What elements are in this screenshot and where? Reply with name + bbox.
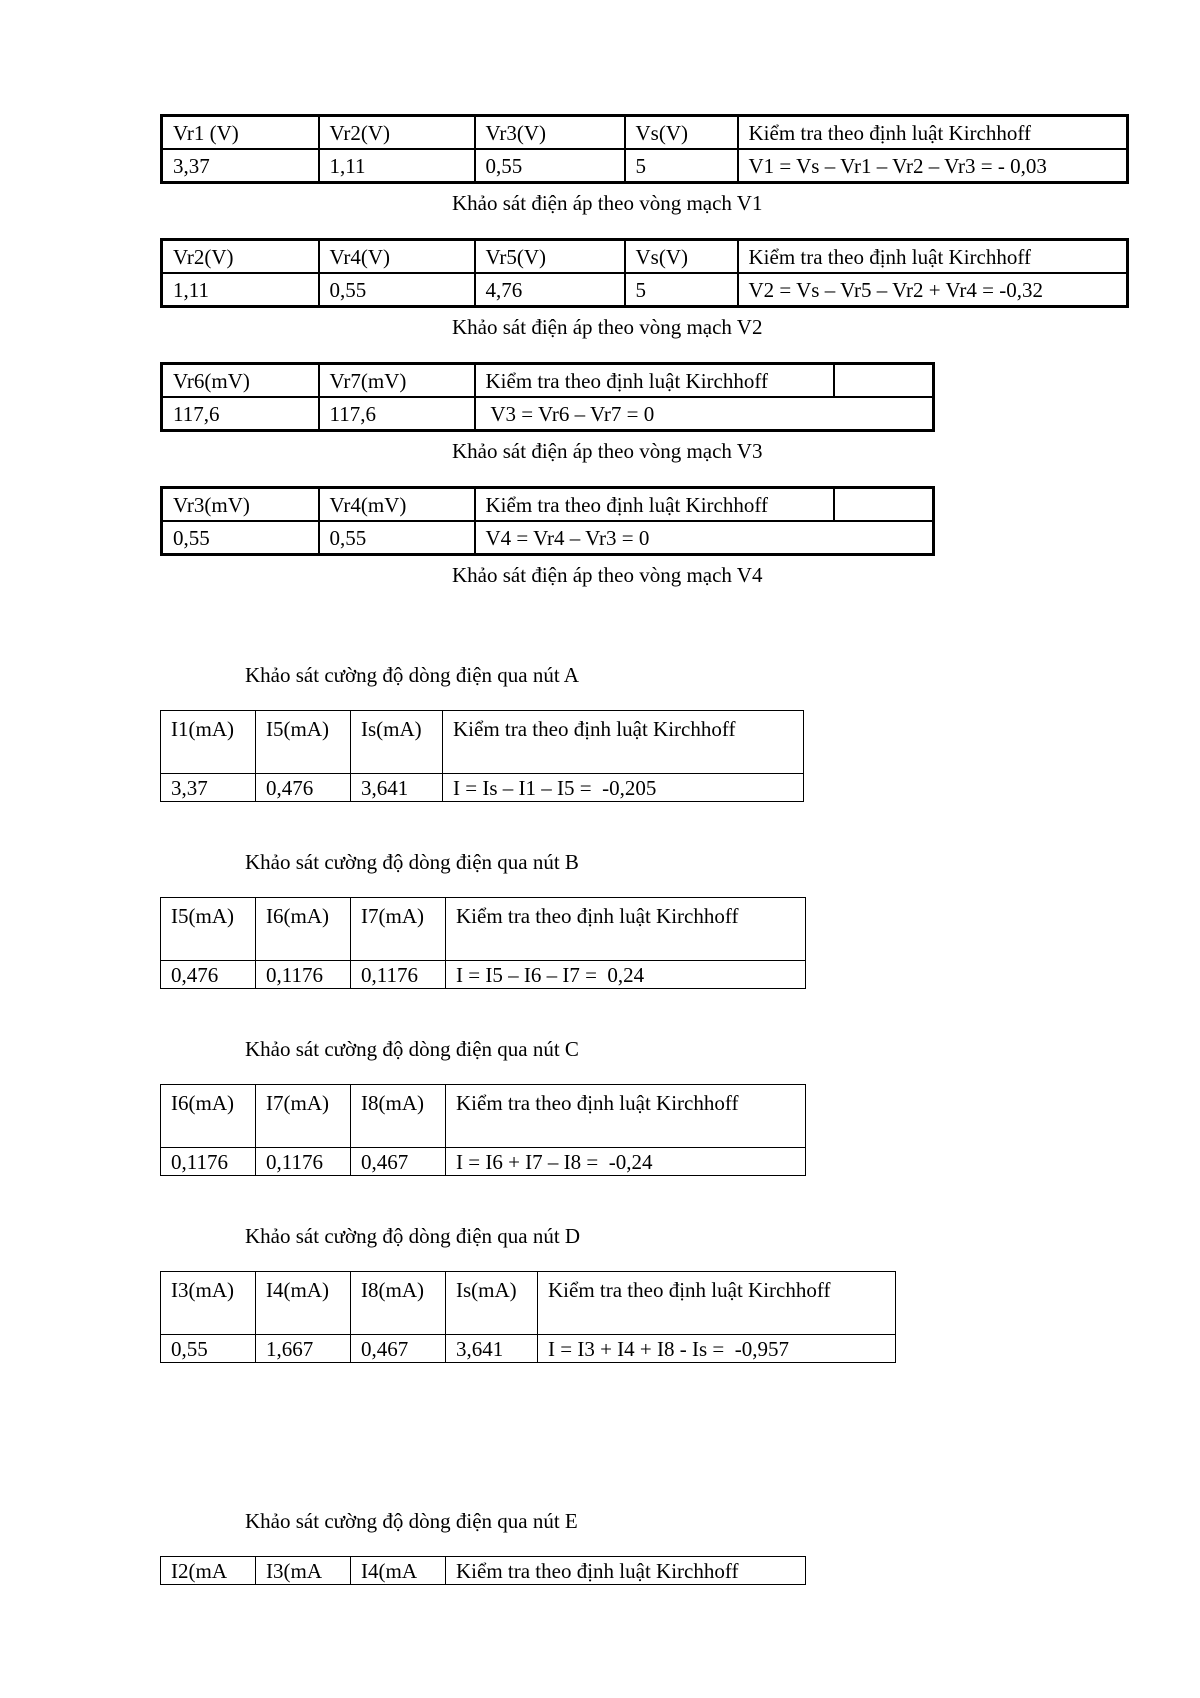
table-caption-v2: Khảo sát điện áp theo vòng mạch V2: [452, 315, 763, 339]
current-table-node-c: [160, 1084, 806, 1176]
value-cell: 0,55: [161, 1335, 256, 1363]
header-cell: I3(mA: [256, 1557, 351, 1585]
value-cell: I = I5 – I6 – I7 = 0,24: [446, 961, 806, 989]
value-cell: 3,641: [351, 774, 443, 802]
value-cell: 3,37: [161, 774, 256, 802]
voltage-table-v2: [160, 238, 1129, 308]
header-cell: I4(mA: [351, 1557, 446, 1585]
header-cell: Is(mA): [446, 1272, 538, 1335]
section-title-node-a: Khảo sát cường độ dòng điện qua nút A: [245, 663, 579, 687]
table-caption-v4: Khảo sát điện áp theo vòng mạch V4: [452, 563, 763, 587]
value-cell: V1 = Vs – Vr1 – Vr2 – Vr3 = - 0,03: [738, 149, 1128, 183]
header-cell: Kiểm tra theo định luật Kirchhoff: [443, 711, 804, 774]
header-cell: Vr4(V): [319, 240, 475, 274]
value-cell: 5: [625, 149, 738, 183]
value-cell: 0,55: [319, 521, 475, 555]
value-cell: 1,667: [256, 1335, 351, 1363]
value-cell: I = Is – I1 – I5 = -0,205: [443, 774, 804, 802]
value-cell: V3 = Vr6 – Vr7 = 0: [475, 397, 934, 431]
table-caption-v1: Khảo sát điện áp theo vòng mạch V1: [452, 191, 763, 215]
table-row: [162, 521, 934, 555]
header-cell: I7(mA): [256, 1085, 351, 1148]
voltage-table-v4: [160, 486, 935, 556]
header-cell: Vr3(V): [475, 116, 625, 150]
value-cell: I = I6 + I7 – I8 = -0,24: [446, 1148, 806, 1176]
section-title-node-b: Khảo sát cường độ dòng điện qua nút B: [245, 850, 579, 874]
value-cell: 3,641: [446, 1335, 538, 1363]
value-cell: 0,55: [475, 149, 625, 183]
table-row: [161, 1335, 896, 1363]
header-cell: Vs(V): [625, 240, 738, 274]
value-cell: I = I3 + I4 + I8 - Is = -0,957: [538, 1335, 896, 1363]
value-cell: 0,1176: [161, 1148, 256, 1176]
header-cell: Vr7(mV): [319, 364, 475, 398]
table-row: [162, 149, 1128, 183]
value-cell: 1,11: [319, 149, 475, 183]
header-cell: I3(mA): [161, 1272, 256, 1335]
value-cell: 117,6: [319, 397, 475, 431]
table-header-row: [161, 711, 804, 774]
header-cell: I6(mA): [256, 898, 351, 961]
header-cell: I6(mA): [161, 1085, 256, 1148]
table-header-row: [162, 488, 934, 522]
header-cell: Kiểm tra theo định luật Kirchhoff: [738, 116, 1128, 150]
header-cell: Kiểm tra theo định luật Kirchhoff: [538, 1272, 896, 1335]
current-table-node-d: [160, 1271, 896, 1363]
value-cell: V4 = Vr4 – Vr3 = 0: [475, 521, 934, 555]
value-cell: V2 = Vs – Vr5 – Vr2 + Vr4 = -0,32: [738, 273, 1128, 307]
table-header-row: [162, 240, 1128, 274]
value-cell: 0,467: [351, 1148, 446, 1176]
value-cell: 0,1176: [256, 1148, 351, 1176]
header-cell: Vr6(mV): [162, 364, 319, 398]
value-cell: 0,1176: [351, 961, 446, 989]
header-cell: Vr4(mV): [319, 488, 475, 522]
table-header-row: [161, 1272, 896, 1335]
header-cell: I4(mA): [256, 1272, 351, 1335]
value-cell: 3,37: [162, 149, 319, 183]
table-row: [161, 961, 806, 989]
header-cell: Kiểm tra theo định luật Kirchhoff: [475, 364, 834, 398]
header-cell: Vs(V): [625, 116, 738, 150]
header-cell: Vr2(V): [162, 240, 319, 274]
current-table-node-e: [160, 1556, 806, 1585]
section-title-node-d: Khảo sát cường độ dòng điện qua nút D: [245, 1224, 581, 1248]
header-cell: I8(mA): [351, 1085, 446, 1148]
table-header-row: [161, 1557, 806, 1585]
header-cell: [834, 488, 934, 522]
table-header-row: [161, 898, 806, 961]
table-row: [161, 774, 804, 802]
table-caption-v3: Khảo sát điện áp theo vòng mạch V3: [452, 439, 763, 463]
voltage-table-v1: [160, 114, 1129, 184]
value-cell: 5: [625, 273, 738, 307]
section-title-node-e: Khảo sát cường độ dòng điện qua nút E: [245, 1509, 578, 1533]
current-table-node-a: [160, 710, 804, 802]
header-cell: I1(mA): [161, 711, 256, 774]
current-table-node-b: [160, 897, 806, 989]
header-cell: Vr2(V): [319, 116, 475, 150]
header-cell: I5(mA): [256, 711, 351, 774]
voltage-table-v3: [160, 362, 935, 432]
value-cell: 0,55: [162, 521, 319, 555]
header-cell: I5(mA): [161, 898, 256, 961]
value-cell: 1,11: [162, 273, 319, 307]
section-title-node-c: Khảo sát cường độ dòng điện qua nút C: [245, 1037, 579, 1061]
header-cell: Kiểm tra theo định luật Kirchhoff: [446, 1085, 806, 1148]
header-cell: I8(mA): [351, 1272, 446, 1335]
header-cell: Vr1 (V): [162, 116, 319, 150]
table-row: [161, 1148, 806, 1176]
table-header-row: [162, 364, 934, 398]
header-cell: Kiểm tra theo định luật Kirchhoff: [738, 240, 1128, 274]
header-cell: I2(mA: [161, 1557, 256, 1585]
header-cell: [834, 364, 934, 398]
header-cell: I7(mA): [351, 898, 446, 961]
header-cell: Kiểm tra theo định luật Kirchhoff: [475, 488, 834, 522]
header-cell: Kiểm tra theo định luật Kirchhoff: [446, 1557, 806, 1585]
table-header-row: [162, 116, 1128, 150]
value-cell: 0,55: [319, 273, 475, 307]
value-cell: 117,6: [162, 397, 319, 431]
table-header-row: [161, 1085, 806, 1148]
value-cell: 0,476: [256, 774, 351, 802]
header-cell: Is(mA): [351, 711, 443, 774]
table-row: [162, 397, 934, 431]
header-cell: Vr5(V): [475, 240, 625, 274]
value-cell: 0,476: [161, 961, 256, 989]
value-cell: 4,76: [475, 273, 625, 307]
header-cell: Vr3(mV): [162, 488, 319, 522]
value-cell: 0,1176: [256, 961, 351, 989]
header-cell: Kiểm tra theo định luật Kirchhoff: [446, 898, 806, 961]
table-row: [162, 273, 1128, 307]
value-cell: 0,467: [351, 1335, 446, 1363]
